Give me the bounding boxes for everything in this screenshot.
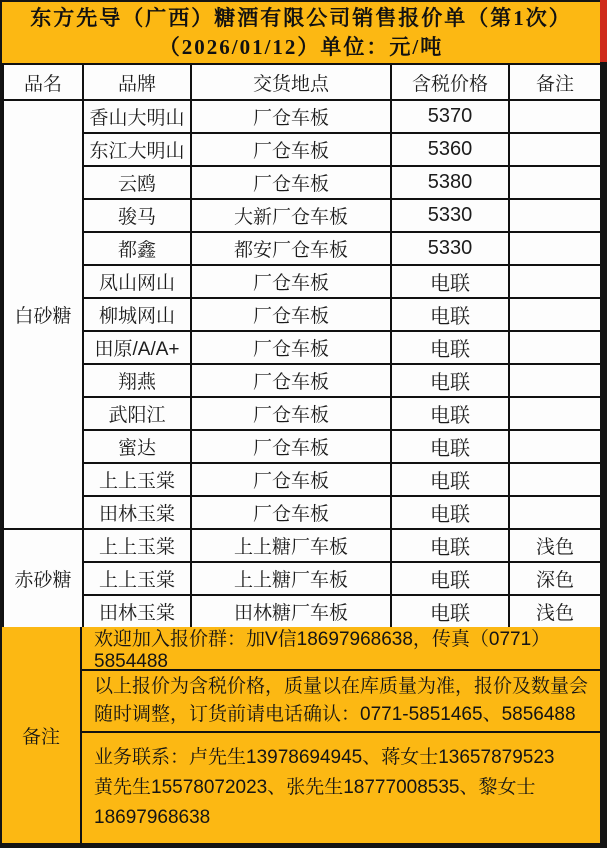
cell-brand: 骏马 [83, 199, 191, 232]
table-row [3, 364, 601, 397]
header-price: 含税价格 [391, 64, 509, 100]
table-row [3, 397, 601, 430]
cell-price: 5360 [391, 133, 509, 166]
sheet-edge-left [0, 0, 2, 848]
cell-note: 深色 [509, 562, 601, 595]
cell-price: 电联 [391, 562, 509, 595]
remark-contacts-line-2: 黄先生15578072023、张先生18777008535、黎女士18697968638 [94, 777, 536, 828]
sheet-title [2, 2, 600, 63]
cell-price: 5330 [391, 232, 509, 265]
cell-note [509, 331, 601, 364]
table-row [3, 562, 601, 595]
cell-location: 厂仓车板 [191, 166, 391, 199]
table-row [3, 331, 601, 364]
cell-brand: 田原/A/A+ [83, 331, 191, 364]
table-row [3, 133, 601, 166]
cell-brand: 蜜达 [83, 430, 191, 463]
table-row [3, 430, 601, 463]
cell-price: 5330 [391, 199, 509, 232]
table-row [3, 463, 601, 496]
cell-note [509, 364, 601, 397]
cell-brand: 上上玉棠 [83, 529, 191, 562]
remark-contacts-line-1: 业务联系：卢先生13978694945、蒋女士13657879523 [94, 747, 555, 768]
cell-brand: 田林玉棠 [83, 496, 191, 529]
cell-location: 厂仓车板 [191, 100, 391, 133]
cell-location: 厂仓车板 [191, 331, 391, 364]
cell-price: 电联 [391, 430, 509, 463]
cell-price: 电联 [391, 496, 509, 529]
header-row [3, 64, 601, 100]
cell-location: 都安厂仓车板 [191, 232, 391, 265]
header-category: 品名 [3, 64, 83, 100]
table-row [3, 232, 601, 265]
header-note: 备注 [509, 64, 601, 100]
table-row [3, 496, 601, 529]
cell-note: 浅色 [509, 595, 601, 628]
sheet-edge-red-strip [600, 0, 607, 62]
cell-price: 电联 [391, 595, 509, 628]
cell-brand: 香山大明山 [83, 100, 191, 133]
remark-join-group [82, 627, 600, 671]
sheet-edge-top [0, 0, 607, 2]
cell-location: 厂仓车板 [191, 298, 391, 331]
section-label-white-sugar: 白砂糖 [3, 100, 83, 529]
section-label-brown-sugar: 赤砂糖 [3, 529, 83, 628]
sheet-edge-right [600, 0, 607, 848]
remark-contacts [82, 733, 600, 843]
cell-price: 电联 [391, 397, 509, 430]
cell-note [509, 430, 601, 463]
cell-note [509, 265, 601, 298]
cell-location: 田林糖厂车板 [191, 595, 391, 628]
table-row [3, 100, 601, 133]
cell-price: 电联 [391, 298, 509, 331]
title-line-2: （2026/01/12）单位：元/吨 [158, 34, 444, 59]
cell-location: 大新厂仓车板 [191, 199, 391, 232]
cell-location: 厂仓车板 [191, 265, 391, 298]
cell-location: 上上糖厂车板 [191, 562, 391, 595]
remark-disclaimer-text: 以上报价为含税价格，质量以在库质量为准，报价及数量会随时调整，订货前请电话确认：0771-5851465、5856488 [94, 676, 589, 725]
title-line-1: 东方先导（广西）糖酒有限公司销售报价单（第1次） [30, 5, 572, 30]
header-location: 交货地点 [191, 64, 391, 100]
cell-price: 5380 [391, 166, 509, 199]
table-row [3, 166, 601, 199]
sheet-edge-bottom [0, 843, 607, 848]
header-brand: 品牌 [83, 64, 191, 100]
price-table [2, 63, 602, 629]
remark-join-group-text: 欢迎加入报价群：加V信18697968638，传真（0771）5854488 [94, 628, 551, 672]
table-row [3, 199, 601, 232]
cell-note [509, 463, 601, 496]
cell-brand: 云鸥 [83, 166, 191, 199]
cell-price: 5370 [391, 100, 509, 133]
cell-brand: 田林玉棠 [83, 595, 191, 628]
cell-brand: 翔燕 [83, 364, 191, 397]
cell-location: 厂仓车板 [191, 397, 391, 430]
cell-brand: 武阳江 [83, 397, 191, 430]
remarks-body [82, 627, 600, 843]
table-row [3, 265, 601, 298]
cell-location: 上上糖厂车板 [191, 529, 391, 562]
cell-note [509, 166, 601, 199]
cell-note [509, 100, 601, 133]
cell-price: 电联 [391, 364, 509, 397]
cell-note [509, 496, 601, 529]
cell-price: 电联 [391, 331, 509, 364]
cell-brand: 凤山网山 [83, 265, 191, 298]
cell-note [509, 298, 601, 331]
cell-location: 厂仓车板 [191, 496, 391, 529]
cell-note [509, 133, 601, 166]
cell-brand: 都鑫 [83, 232, 191, 265]
remarks-label: 备注 [2, 627, 82, 843]
cell-note [509, 232, 601, 265]
cell-brand: 东江大明山 [83, 133, 191, 166]
cell-location: 厂仓车板 [191, 430, 391, 463]
cell-note [509, 199, 601, 232]
cell-location: 厂仓车板 [191, 133, 391, 166]
cell-price: 电联 [391, 529, 509, 562]
cell-location: 厂仓车板 [191, 364, 391, 397]
cell-price: 电联 [391, 463, 509, 496]
cell-location: 厂仓车板 [191, 463, 391, 496]
cell-price: 电联 [391, 265, 509, 298]
cell-brand: 上上玉棠 [83, 463, 191, 496]
cell-note: 浅色 [509, 529, 601, 562]
remark-disclaimer [82, 671, 600, 733]
table-row [3, 298, 601, 331]
table-row [3, 529, 601, 562]
cell-brand: 柳城网山 [83, 298, 191, 331]
remarks-section [2, 627, 600, 843]
cell-brand: 上上玉棠 [83, 562, 191, 595]
cell-note [509, 397, 601, 430]
